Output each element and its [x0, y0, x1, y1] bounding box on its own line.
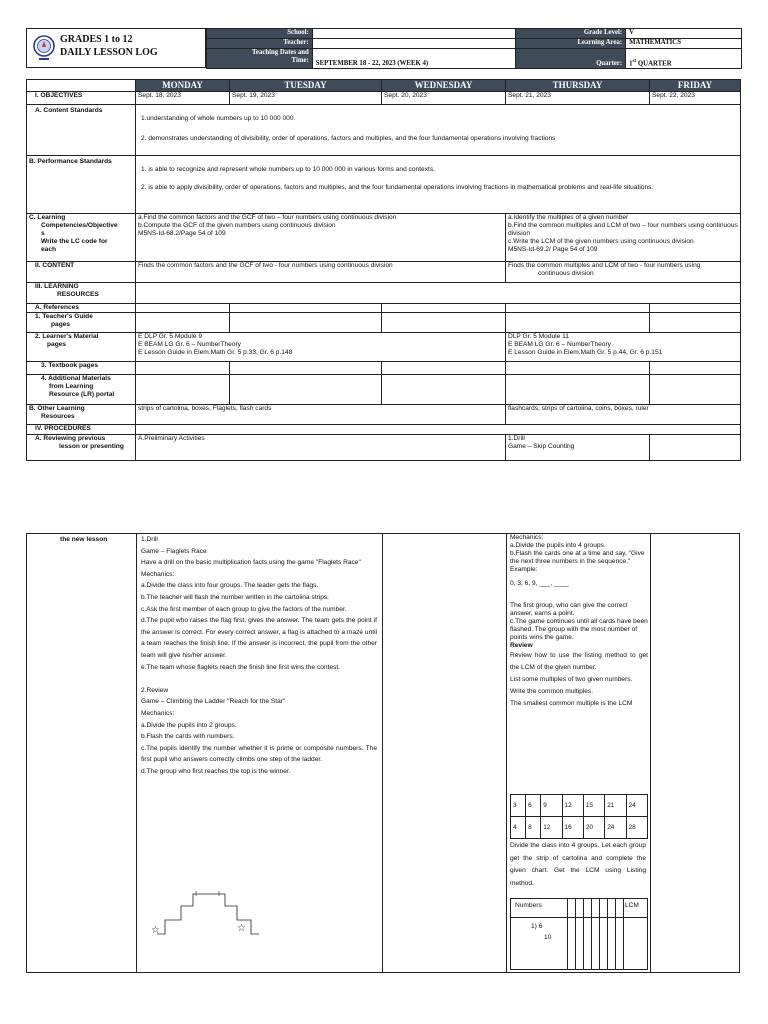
performance-standards-cell	[136, 156, 741, 214]
references-tue	[230, 304, 382, 313]
mon-review-game: Game – Climbing the Ladder "Reach for the Star"	[141, 698, 286, 706]
tg-tue	[230, 313, 382, 333]
rev-label-line1: A. Reviewing previous	[35, 435, 106, 442]
lm-monday-3: E Lesson Guide in Elem.Math Gr. 5 p.33, Gr. 6 p.148	[138, 349, 293, 356]
teaching-dates-label	[207, 49, 313, 69]
lc-label-line5: each	[41, 246, 57, 253]
lcm-chart-line	[591, 899, 592, 969]
mult-cell: 16	[562, 817, 583, 839]
mon-step-a: a.Divide the class into four groups. The leader gets the flags.	[141, 582, 319, 590]
mult-cell: 28	[626, 817, 647, 839]
daily-lesson-table	[26, 79, 741, 461]
star-left-icon: ☆	[151, 925, 160, 936]
olr-monday: strips of cartolina, boxes, Flaglets, flash cards	[136, 405, 506, 425]
rev-thursday-1: 1.Drill	[508, 435, 525, 442]
thu-first-group: The first group, who can give the correct answer, earns a point.	[510, 602, 628, 617]
lcm-chart-line	[583, 899, 584, 969]
references-thu	[506, 304, 650, 313]
thu-example-sequence: 0, 3, 6, 9, ___, ____	[510, 580, 569, 587]
quarter-ordinal: st	[632, 58, 637, 64]
content-label: II. CONTENT	[27, 262, 136, 283]
deped-seal-icon	[33, 32, 55, 64]
performance-standard-2: 2. is able to apply divisibility, order of operations, factors and multiples, and the four fundamental operations involving fractions in mathematical problems and real-life situations.	[141, 184, 654, 191]
school-field[interactable]	[312, 29, 516, 39]
thu-review-heading: Review	[510, 642, 533, 649]
lcm-chart-item-2: 10	[544, 934, 552, 941]
tb-fri	[650, 362, 741, 375]
am-fri	[650, 375, 741, 405]
thu-review-desc: Review how to use the listing method to get the LCM of the given number.	[510, 652, 648, 671]
lcm-chart-line	[623, 899, 624, 969]
day-monday: MONDAY	[136, 80, 230, 92]
performance-standard-1: 1. is able to recognize and represent whole numbers up to 10 000 000 in various forms and contexts.	[141, 166, 435, 173]
rev-label-line2: lesson or presenting	[59, 443, 124, 450]
lm-monday-2: E BEAM LG Gr. 6 – NumberTheory	[138, 341, 241, 348]
ladder-illustration	[147, 886, 277, 942]
am-label-line1: 4. Additional Materials	[41, 375, 111, 382]
date-thursday: Sept. 21, 2023	[506, 92, 650, 105]
header-title-grades: GRADES 1 to 12	[60, 34, 133, 45]
rev-thursday-cell	[506, 435, 650, 461]
mult-cell: 24	[605, 817, 626, 839]
lc-thursday-a: a.Identify the multiples of a given number	[508, 214, 629, 221]
lm-monday-1: E DLP Gr. 5 Module 9	[138, 333, 203, 340]
lm-thursday-2: E BEAM LG Gr. 6 – NumberTheory	[508, 341, 611, 348]
lcm-chart-header-lcm: LCM	[625, 902, 639, 909]
teacher-field[interactable]	[312, 39, 516, 49]
mult-cell: 15	[583, 795, 604, 817]
content-standard-1: 1.understanding of whole numbers up to 10 000 000.	[141, 115, 296, 122]
date-tuesday: Sept. 19, 2023	[230, 92, 382, 105]
mon-step-d: d.The pupil who raises the flag first, gives the answer. The team gets the point if the answer is correct. For every correct answer, a flag is attached to a maze until a team reaches the finish line. If the answer is incorrect, the pupil from the other team will give his/her answer.	[141, 617, 377, 659]
lcm-chart-row-line	[511, 917, 647, 918]
day-thursday: THURSDAY	[506, 80, 650, 92]
day-tuesday: TUESDAY	[230, 80, 382, 92]
p2-monday-text	[141, 534, 377, 777]
page2-table	[26, 533, 740, 973]
am-label-line3: Resource (LR) portal	[49, 391, 115, 398]
p2-col-divider-3	[506, 534, 507, 972]
learning-resources-label	[27, 283, 136, 304]
teacher-label: Teacher:	[207, 39, 313, 49]
lc-label-line4: Write the LC code for	[41, 238, 108, 245]
tb-thu	[506, 362, 650, 375]
lc-label-line1: C. Learning	[29, 214, 66, 221]
content-thursday-cell	[506, 262, 741, 283]
lcm-chart-header-numbers: Numbers	[515, 902, 542, 909]
lc-thursday-code: M5NS-Id-69.2/ Page 54 of 109	[508, 246, 598, 253]
additional-materials-label	[27, 375, 136, 405]
content-thursday-line1: Finds the common multiples and LCM of two - four numbers using	[508, 262, 701, 269]
lc-thursday-c: c.Write the LCM of the given numbers using continuous division	[508, 238, 694, 245]
references-mon	[136, 304, 230, 313]
content-thursday-line2: continuous division	[538, 270, 594, 277]
mon-drill-desc: Have a drill on the basic multiplication facts using the game "Flaglets Race"	[141, 559, 361, 567]
tb-mon	[136, 362, 230, 375]
thu-group-activity: Divide the class into 4 groups. Let each group get the strip of cartolina and complete the given chart. Get the LCM using Listing method.	[510, 842, 646, 887]
mon-step-c: c.Ask the first member of each group to give the factors of the number.	[141, 605, 347, 613]
p2-thursday-text	[510, 534, 648, 710]
learning-resources-cell	[136, 283, 741, 304]
mult-cell: 8	[526, 817, 541, 839]
lcm-chart-item-1: 1) 6	[531, 923, 543, 930]
mon-game-title: Game – Flaglets Race	[141, 547, 207, 555]
rev-thursday-2: Game – Skip Counting	[508, 443, 575, 450]
other-resources-label	[27, 405, 136, 425]
school-label: School:	[207, 29, 313, 39]
date-wednesday: Sept. 20, 2023	[382, 92, 506, 105]
references-fri	[650, 304, 741, 313]
mult-cell: 24	[626, 795, 647, 817]
lcm-chart-line	[615, 899, 616, 969]
lc-monday-code: M5NS-Id-68.2/Page 54 of 109	[138, 230, 226, 237]
star-right-icon: ☆	[237, 923, 246, 934]
content-standards-cell	[136, 105, 741, 156]
learning-area-label: Learning Area:	[516, 39, 626, 49]
lm-monday-cell	[136, 333, 506, 362]
teaching-dates-label-line2: Time:	[291, 57, 309, 64]
lr-label-line2: RESOURCES	[57, 291, 99, 298]
objectives-label: I. OBJECTIVES	[27, 92, 136, 105]
lc-monday-cell	[136, 214, 506, 262]
lc-monday-b: b.Compute the GCF of the given numbers using continuous division	[138, 222, 336, 229]
mon-drill: 1.Drill	[141, 536, 158, 543]
thu-step-b: b.Flash the cards one at a time and say, "Give the next three numbers in the sequence."	[510, 550, 645, 565]
learning-area-value: MATHEMATICS	[626, 39, 742, 49]
lc-thursday-b: b.Find the common multiples and LCM of two – four numbers using continuous division	[508, 222, 738, 237]
corner-cell	[27, 80, 136, 92]
multiples-table	[510, 794, 648, 839]
content-monday: Finds the common factors and the GCF of two - four numbers using continuous division	[136, 262, 506, 283]
olr-label-line1: B. Other Learning	[29, 405, 85, 412]
mult-cell: 9	[541, 795, 562, 817]
lm-label-line2: pages	[47, 341, 67, 348]
lr-label-line1: III. LEARNING	[35, 283, 79, 290]
thu-step-a: a.Divide the pupils into 4 groups.	[510, 542, 606, 549]
lesson-info-table	[206, 28, 742, 69]
am-label-line2: from Learning	[49, 383, 94, 390]
p2-col-divider-2	[382, 534, 383, 972]
content-standards-label: A. Content Standards	[27, 105, 136, 156]
tg-fri	[650, 313, 741, 333]
references-label: A. References	[27, 304, 136, 313]
tb-tue	[230, 362, 382, 375]
p2-col-divider-1	[136, 534, 137, 972]
olr-thursday: flashcards, strips of cartolina, coins, boxes, ruler	[506, 405, 741, 425]
lc-label-line3: s	[41, 230, 45, 237]
lm-thursday-3: E Lesson Guide in Elem.Math Gr. 5 p.44, Gr. 6 p.151	[508, 349, 663, 356]
teaching-dates-value: SEPTEMBER 18 - 22, 2023 (WEEK 4)	[312, 49, 516, 69]
date-friday: Sept. 22, 2023	[650, 92, 741, 105]
olr-label-line2: Resources	[41, 413, 75, 420]
rev-friday	[650, 435, 741, 461]
am-tue	[230, 375, 382, 405]
content-standard-2: 2. demonstrates understanding of divisibility, order of operations, factors and multiples, and the four fundamental operations involving fractions	[141, 135, 556, 142]
references-wed	[382, 304, 506, 313]
tg-wed	[382, 313, 506, 333]
mon-step-e: e.The team whose flaglets reach the finish line first wins the contest.	[141, 663, 341, 671]
mult-cell: 21	[605, 795, 626, 817]
mult-cell: 3	[511, 795, 526, 817]
quarter-label: Quarter:	[516, 49, 626, 69]
mon-step-b: b.The teacher will flash the number written in the cartolina strips.	[141, 593, 330, 601]
header-title-dll: DAILY LESSON LOG	[60, 47, 158, 58]
lc-label-line2: Competencies/Objective	[41, 222, 118, 229]
lcm-chart	[510, 898, 648, 970]
grade-level-value: V	[626, 29, 742, 39]
mon-review-d: d.The group who first reaches the top is the winner.	[141, 767, 291, 775]
lm-label-line1: 2. Learner's Material	[35, 333, 99, 340]
am-wed	[382, 375, 506, 405]
procedures-cell	[136, 425, 741, 435]
mon-review-a: a.Divide the pupils into 2 groups.	[141, 721, 237, 729]
day-wednesday: WEDNESDAY	[382, 80, 506, 92]
mult-cell: 12	[541, 817, 562, 839]
mon-mechanics: Mechanics:	[141, 570, 175, 578]
reviewing-label	[27, 435, 136, 461]
thu-example-label: Example:	[510, 566, 538, 573]
mon-review-b: b.Flash the cards with numbers.	[141, 733, 235, 741]
tg-label-line2: pages	[51, 321, 71, 328]
quarter-value	[626, 49, 742, 69]
lcm-chart-line	[575, 899, 576, 969]
learners-material-label	[27, 333, 136, 362]
tb-wed	[382, 362, 506, 375]
lcm-chart-line	[567, 899, 568, 969]
tg-mon	[136, 313, 230, 333]
lcm-chart-line	[599, 899, 600, 969]
mult-cell: 4	[511, 817, 526, 839]
lm-thursday-cell	[506, 333, 741, 362]
mult-cell: 12	[562, 795, 583, 817]
mon-review: 2.Review	[141, 686, 169, 694]
rev-monday: A.Preliminary Activities	[136, 435, 506, 461]
p2-left-label: the new lesson	[60, 536, 108, 543]
thu-step-c: c.The game continues until all cards have been flashed. The group with the most number of points wins the game.	[510, 618, 648, 641]
lc-thursday-cell	[506, 214, 741, 262]
quarter-number: 1	[629, 60, 633, 67]
p2-col-divider-4	[650, 534, 651, 972]
am-thu	[506, 375, 650, 405]
grade-level-label: Grade Level:	[516, 29, 626, 39]
lcm-chart-line	[607, 899, 608, 969]
mon-review-mechanics: Mechanics:	[141, 709, 175, 717]
am-mon	[136, 375, 230, 405]
mon-review-c: c.The pupils identify the number whether it is prime or composite numbers. The first pupil who answers correctly climbs one step of the ladder.	[141, 744, 377, 764]
thu-review-lcm: The smallest common multiple is the LCM	[510, 700, 633, 707]
lc-monday-a: a.Find the common factors and the GCF of two – four numbers using continuous division	[138, 214, 397, 221]
textbook-label: 3. Textbook pages	[27, 362, 136, 375]
quarter-text: QUARTER	[636, 60, 672, 67]
thu-review-list: List some multiples of two given numbers.	[510, 676, 633, 683]
teaching-dates-label-line1: Teaching Dates and	[252, 49, 309, 56]
day-friday: FRIDAY	[650, 80, 741, 92]
thu-review-write: Write the common multiples.	[510, 688, 594, 695]
performance-standards-label: B. Performance Standards	[27, 156, 136, 214]
teachers-guide-label	[27, 313, 136, 333]
lm-thursday-1: DLP Gr. 5 Module 11	[508, 333, 569, 340]
mult-cell: 6	[526, 795, 541, 817]
learning-competencies-label	[27, 214, 136, 262]
tg-label-line1: 1. Teacher's Guide	[35, 313, 93, 320]
tg-thu	[506, 313, 650, 333]
thu-mechanics: Mechanics:	[510, 534, 544, 541]
procedures-label: IV. PROCEDURES	[27, 425, 136, 435]
mult-cell: 20	[583, 817, 604, 839]
date-monday: Sept. 18, 2023	[136, 92, 230, 105]
